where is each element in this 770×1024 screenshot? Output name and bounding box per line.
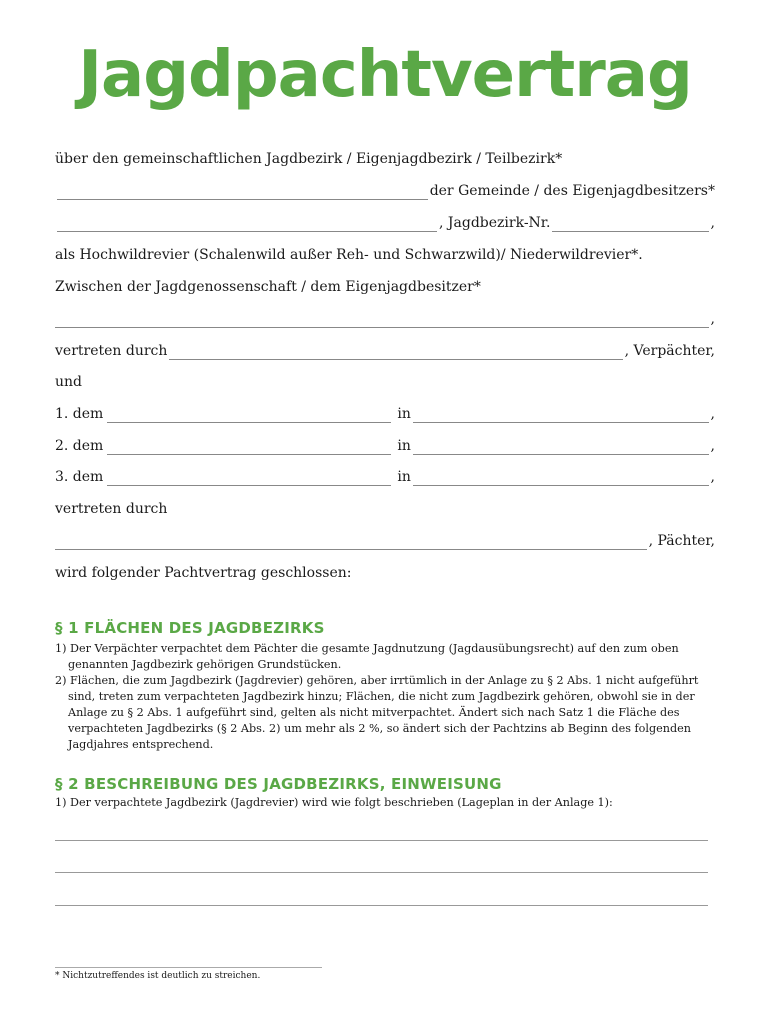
section-2-body — [55, 795, 715, 811]
lessee-3-name-field[interactable] — [107, 473, 391, 486]
lessee-3-label: 3. dem — [55, 469, 104, 485]
section-2-item-1: 1) Der verpachtete Jagdbezirk (Jagdrevier) wird wie folgt beschrieben (Lageplan in der Anlage 1): — [55, 796, 613, 809]
lessee-2-place-field[interactable] — [413, 442, 709, 455]
municipality-field[interactable] — [57, 219, 437, 232]
lessee-1-name-field[interactable] — [107, 410, 391, 423]
closing-text: wird folgender Pachtvertrag geschlossen: — [55, 565, 352, 581]
intro-text-1: über den gemeinschaftlichen Jagdbezirk / Eigenjagdbezirk / Teilbezirk* — [55, 151, 563, 167]
represented-by-label-2: vertreten durch — [55, 501, 168, 517]
comma: , — [710, 469, 715, 485]
lessee-line-1 — [55, 405, 715, 423]
intro-line-1 — [55, 150, 715, 168]
comma: , — [710, 438, 715, 454]
comma: , — [710, 311, 715, 327]
lessee-3-place-field[interactable] — [413, 473, 709, 486]
lessee-representative-field[interactable] — [55, 537, 647, 550]
in-label: in — [397, 469, 411, 485]
intro-line-2 — [55, 182, 715, 200]
in-label: in — [397, 406, 411, 422]
intro-text-5: Zwischen der Jagdgenossenschaft / dem Eigenjagdbesitzer* — [55, 279, 481, 295]
section-1-item-1: 1) Der Verpächter verpachtet dem Pächter die gesamte Jagdnutzung (Jagdausübungsrecht) auf den zum oben genannten Jagdbezirk gehörigen Grundstücken. — [55, 642, 679, 671]
intro-text-4: als Hochwildrevier (Schalenwild außer Reh- und Schwarzwild)/ Niederwildrevier*. — [55, 247, 643, 263]
intro-line-4 — [55, 246, 715, 264]
lessor-representative-field[interactable] — [169, 347, 622, 360]
footnote: * Nichtzutreffendes ist deutlich zu streichen. — [55, 971, 261, 981]
document-title: Jagdpachtvertrag — [78, 38, 692, 112]
lessee-line-2 — [55, 437, 715, 455]
closing-line — [55, 564, 715, 582]
district-name-field[interactable] — [57, 187, 428, 200]
footnote-divider — [55, 967, 322, 968]
lessee-2-label: 2. dem — [55, 438, 104, 454]
description-line-2[interactable] — [55, 872, 708, 873]
section-1-heading: § 1 FLÄCHEN DES JAGDBEZIRKS — [55, 619, 325, 637]
lessee-1-place-field[interactable] — [413, 410, 709, 423]
lessee-label: , Pächter, — [648, 533, 715, 549]
intro-text-2: der Gemeinde / des Eigenjagdbesitzers* — [429, 183, 715, 199]
represented-by-label: vertreten durch — [55, 343, 168, 359]
section-1-body — [55, 641, 715, 753]
lessor-field[interactable] — [55, 315, 709, 328]
lessor-label: , Verpächter, — [624, 343, 715, 359]
intro-vertreten-2 — [55, 500, 715, 518]
district-number-label: , Jagdbezirk-Nr. — [439, 215, 551, 231]
lessee-rep-line — [55, 532, 715, 550]
section-1-item-2: 2) Flächen, die zum Jagdbezirk (Jagdrevier) gehören, aber irrtümlich in der Anlage zu § 2 Abs. 1 nicht aufgeführt sind, treten zum verpachteten Jagdbezirk hinzu; Flächen, die nicht zum Jagdbezirk gehören, obwohl sie in der Anlage zu § 2 Abs. 1 aufgeführt sind, gelten als nicht mitverpachtet. Ändert sich nach Satz 1 die Fläche des verpachteten Jagdbezirks (§ 2 Abs. 2) um mehr als 2 %, so ändert sich der Pachtzins ab Beginn des folgenden Jagdjahres entsprechend. — [55, 674, 699, 751]
intro-line-7 — [55, 342, 715, 360]
comma: , — [710, 406, 715, 422]
description-line-3[interactable] — [55, 905, 708, 906]
intro-und — [55, 373, 715, 391]
intro-line-5 — [55, 278, 715, 296]
und-text: und — [55, 374, 82, 390]
description-line-1[interactable] — [55, 840, 708, 841]
district-number-field[interactable] — [552, 219, 708, 232]
intro-line-3 — [55, 214, 715, 232]
comma: , — [710, 215, 715, 231]
in-label: in — [397, 438, 411, 454]
lessee-1-label: 1. dem — [55, 406, 104, 422]
intro-line-6 — [55, 310, 715, 328]
lessee-2-name-field[interactable] — [107, 442, 391, 455]
lessee-line-3 — [55, 468, 715, 486]
section-2-heading: § 2 BESCHREIBUNG DES JAGDBEZIRKS, EINWEISUNG — [55, 775, 502, 793]
